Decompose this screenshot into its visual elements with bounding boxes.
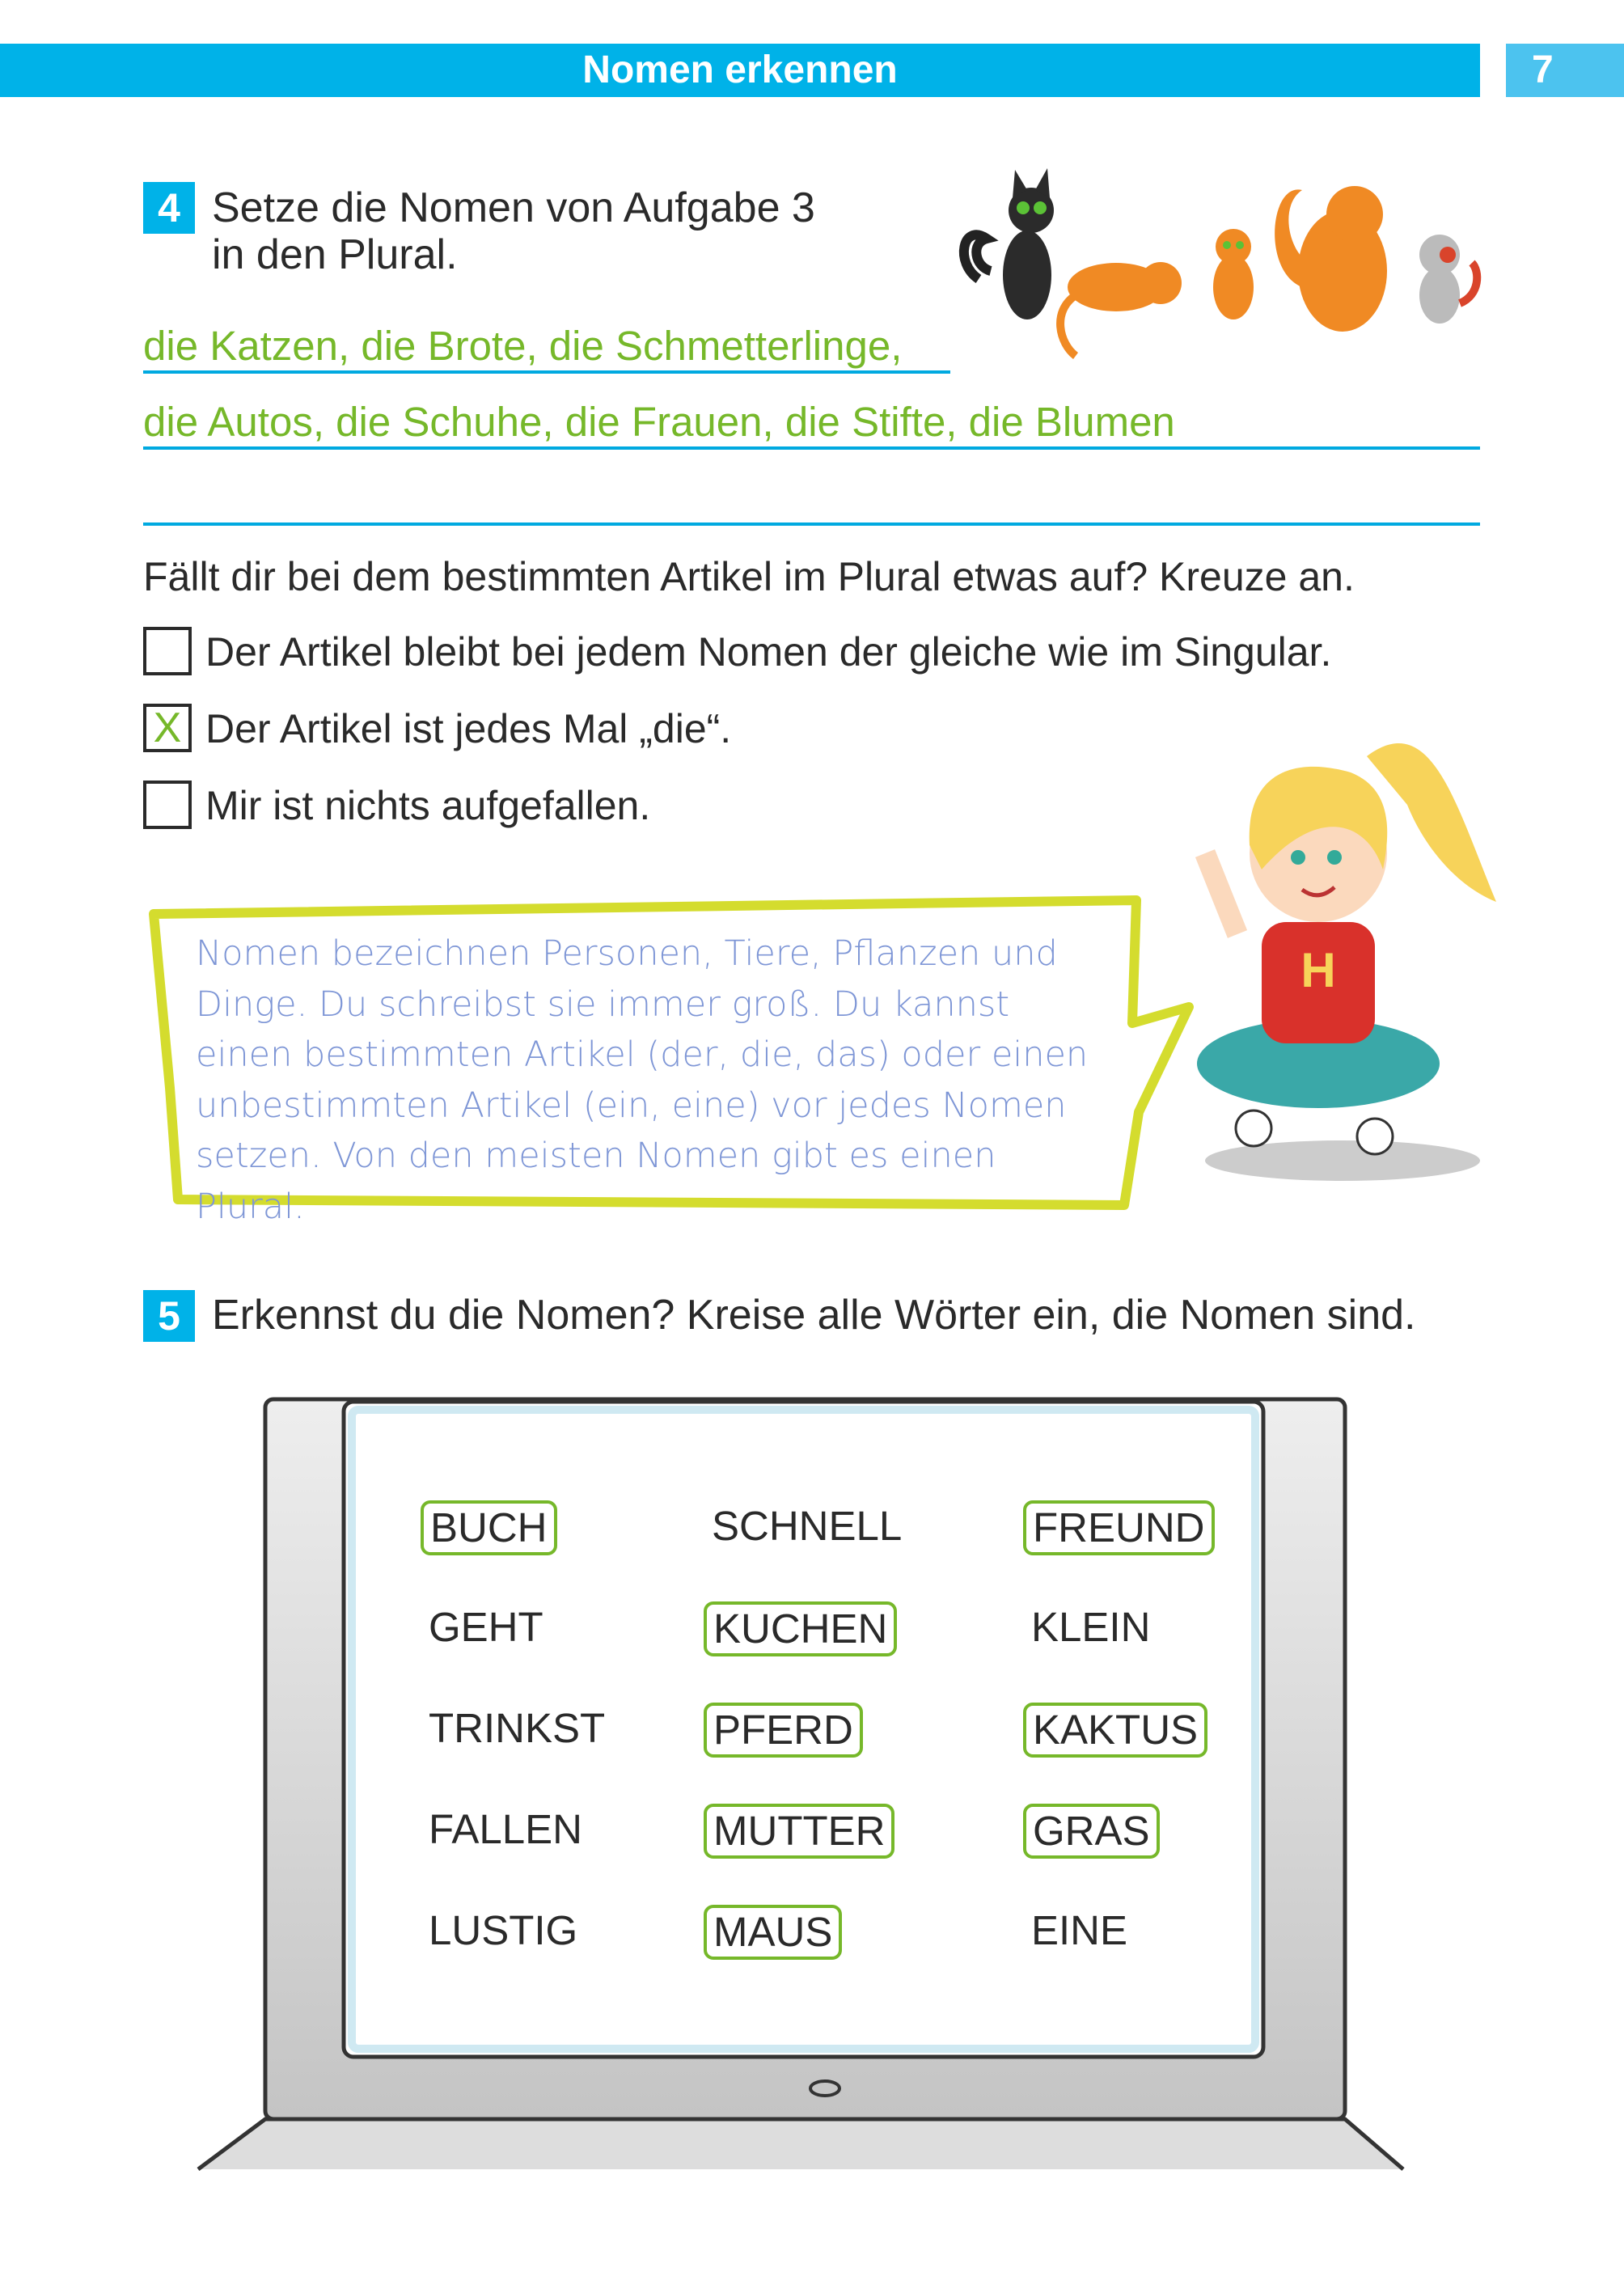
writing-line: [143, 446, 1480, 450]
page-title-bar: [0, 44, 1480, 97]
task-number-badge: 4: [143, 182, 195, 234]
option-label: Mir ist nichts aufgefallen.: [205, 783, 651, 828]
grey-cat-icon: [1419, 235, 1477, 324]
instruction-line: in den Plural.: [212, 231, 458, 278]
word-item[interactable]: TRINKST: [429, 1705, 606, 1751]
word-item[interactable]: FREUND: [1023, 1500, 1215, 1555]
checkbox-option-1[interactable]: [143, 627, 192, 675]
small-orange-cat-icon: [1213, 229, 1254, 319]
task4-instruction: [212, 184, 815, 278]
girl-illustration: [1189, 708, 1504, 1189]
answer-line-1[interactable]: die Katzen, die Brote, die Schmetterlinge,: [143, 323, 903, 369]
checkbox-mark: X: [153, 704, 182, 751]
cats-illustration: [954, 166, 1488, 364]
word-item[interactable]: SCHNELL: [712, 1503, 903, 1549]
checkbox-option-2[interactable]: [143, 704, 192, 752]
word-item[interactable]: KAKTUS: [1023, 1703, 1207, 1758]
shirt-letter: H: [1300, 943, 1336, 997]
word-item[interactable]: EINE: [1031, 1907, 1128, 1953]
info-line: einen bestimmten Artikel (der, die, das) oder einen: [196, 1034, 1089, 1075]
task5-instruction: Erkennst du die Nomen? Kreise alle Wörter ein, die Nomen sind.: [212, 1292, 1416, 1339]
word-item[interactable]: KLEIN: [1031, 1604, 1151, 1650]
instruction-line: Setze die Nomen von Aufgabe 3: [212, 184, 815, 231]
word-item[interactable]: GRAS: [1023, 1804, 1160, 1859]
striped-cat-icon: [1060, 262, 1182, 356]
word-item[interactable]: LUSTIG: [429, 1907, 578, 1953]
task-number-badge: 5: [143, 1290, 195, 1342]
page-title: Nomen erkennen: [582, 49, 898, 91]
info-line: Nomen bezeichnen Personen, Tiere, Pflanzen und: [196, 933, 1058, 974]
word-item[interactable]: MAUS: [704, 1905, 842, 1960]
word-item[interactable]: MUTTER: [704, 1804, 894, 1859]
info-line: unbestimmten Artikel (ein, eine) vor jedes Nomen: [196, 1085, 1067, 1126]
page-number: 7: [1506, 44, 1624, 97]
word-item[interactable]: BUCH: [421, 1500, 557, 1555]
option-label: Der Artikel ist jedes Mal „die“.: [205, 706, 732, 751]
big-orange-cat-icon: [1275, 186, 1387, 332]
info-text: [196, 929, 1110, 1232]
word-item[interactable]: GEHT: [429, 1604, 543, 1650]
question-text: Fällt dir bei dem bestimmten Artikel im Plural etwas auf? Kreuze an.: [143, 554, 1355, 599]
info-line: Dinge. Du schreibst sie immer groß. Du kannst: [196, 984, 1010, 1025]
writing-line: [143, 370, 950, 374]
writing-line: [143, 522, 1480, 526]
checkbox-option-3[interactable]: [143, 781, 192, 829]
word-item[interactable]: FALLEN: [429, 1806, 582, 1852]
answer-line-2[interactable]: die Autos, die Schuhe, die Frauen, die Stifte, die Blumen: [143, 399, 1175, 445]
info-line: setzen. Von den meisten Nomen gibt es einen Plural.: [196, 1136, 996, 1227]
black-cat-icon: [964, 168, 1054, 319]
option-label: Der Artikel bleibt bei jedem Nomen der gleiche wie im Singular.: [205, 629, 1332, 675]
word-item[interactable]: PFERD: [704, 1703, 863, 1758]
word-item[interactable]: KUCHEN: [704, 1601, 897, 1656]
